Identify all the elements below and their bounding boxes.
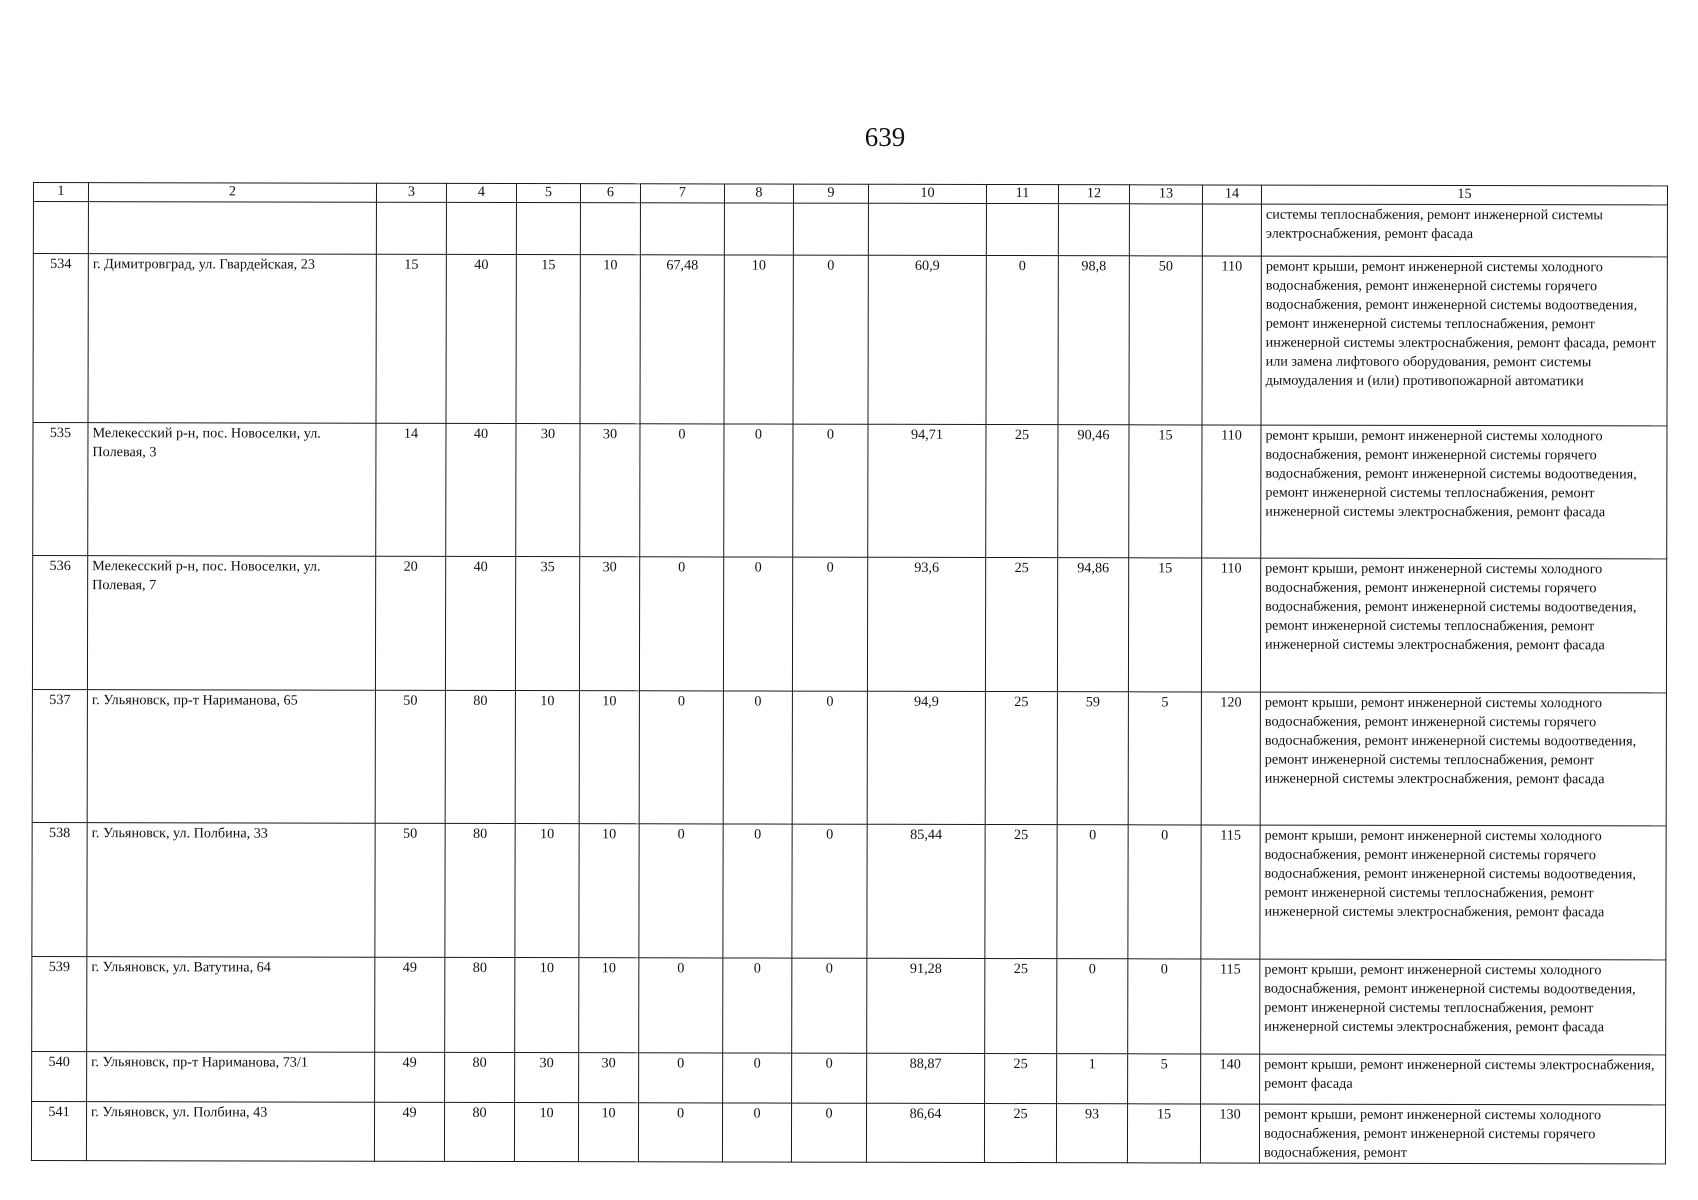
table-row [33,202,1667,257]
cell-col13: 5 [1128,692,1201,825]
cell-col4 [446,202,516,254]
cell-col14: 115 [1201,825,1260,959]
cell-col10: 94,71 [868,424,986,557]
row-id: 539 [32,956,87,1051]
cell-col5: 30 [515,1053,579,1103]
cell-col3: 49 [375,957,445,1052]
cell-col7: 0 [639,824,723,958]
cell-col5: 10 [515,958,579,1053]
table-row [32,822,1666,959]
cell-col9: 0 [793,424,868,557]
cell-col5: 10 [515,824,579,958]
cell-col9: 0 [792,824,867,958]
col-header-2: 2 [88,183,376,203]
row-address: г. Ульяновск, пр-т Нариманова, 65 [87,690,375,824]
col-header-3: 3 [376,183,446,202]
cell-col13: 15 [1128,558,1201,692]
cell-col12 [1058,204,1129,256]
cell-col3: 49 [375,1052,445,1102]
cell-col10: 60,9 [868,255,986,424]
cell-col5: 35 [515,557,579,691]
row-address [88,202,376,255]
cell-col11: 25 [984,1103,1056,1162]
row-address: Мелекесский р-н, пос. Новоселки, ул. Полевая, 7 [87,556,375,691]
cell-col9: 0 [791,1103,866,1162]
cell-col13: 15 [1129,425,1202,558]
row-address: Мелекесский р-н, пос. Новоселки, ул. Полевая, 3 [88,423,376,557]
cell-col3: 50 [375,690,445,823]
row-id: 538 [32,822,87,956]
cell-col8: 10 [724,255,793,424]
cell-col3: 49 [374,1102,444,1161]
cell-col4: 40 [445,556,515,690]
cell-col5: 30 [516,424,580,557]
col-header-5: 5 [516,184,580,203]
cell-col9 [793,203,868,255]
table-row [32,689,1666,825]
cell-col9: 0 [792,691,867,824]
row-address: г. Ульяновск, ул. Полбина, 33 [87,823,375,958]
cell-col7 [640,203,724,255]
cell-col10: 91,28 [867,958,985,1053]
cell-col10: 93,6 [867,557,985,691]
cell-col12: 93 [1056,1104,1127,1163]
cell-col5: 15 [516,255,580,424]
cell-col14: 110 [1201,558,1260,692]
cell-col13: 50 [1129,256,1202,425]
cell-col4: 80 [445,690,515,823]
row-address: г. Ульяновск, ул. Ватутина, 64 [87,957,375,1053]
cell-col7: 0 [638,1103,722,1162]
cell-col4: 80 [445,823,515,957]
row-works: ремонт крыши, ремонт инженерной системы холодного водоснабжения, ремонт инженерной системы горячего водоснабжения, ремонт инженерной системы водоотведения, ремонт инженерной системы теплоснабжения, ремонт инженерной системы электроснабжения, ремонт фасада, ремонт или замена лифтового оборудования, ремонт системы дымоудаления и (или) противопожарной автоматики [1261,256,1667,426]
cell-col14: 120 [1201,692,1260,825]
cell-col12: 0 [1057,825,1128,959]
cell-col8: 0 [723,691,792,824]
row-works: ремонт крыши, ремонт инженерной системы холодного водоснабжения, ремонт инженерной системы водоотведения, ремонт инженерной системы теплоснабжения, ремонт инженерной системы электроснабжения, ремонт фасада [1260,959,1666,1055]
table-row [32,556,1666,693]
col-header-7: 7 [640,184,724,203]
cell-col13: 5 [1128,1054,1201,1104]
cell-col12: 90,46 [1058,425,1129,558]
cell-col7: 0 [639,557,723,691]
cell-col3 [376,202,446,254]
cell-col11: 25 [985,691,1057,824]
row-works: ремонт крыши, ремонт инженерной системы электроснабжения, ремонт фасада [1260,1054,1666,1105]
cell-col14: 110 [1202,256,1261,425]
col-header-8: 8 [724,184,793,203]
col-header-15: 15 [1261,185,1667,205]
cell-col6: 10 [580,255,640,424]
cell-col11: 0 [986,255,1058,424]
cell-col10 [868,203,986,255]
row-id: 535 [33,423,88,556]
cell-col3: 20 [375,556,445,690]
table-row [32,1051,1666,1104]
cell-col12: 94,86 [1057,558,1128,692]
cell-col4: 40 [446,254,516,423]
cell-col12: 1 [1057,1054,1128,1104]
cell-col13: 15 [1127,1104,1200,1163]
row-id: 540 [32,1051,87,1101]
cell-col6: 10 [579,958,639,1053]
cell-col7: 0 [639,691,723,824]
col-header-1: 1 [33,183,88,202]
cell-col12: 98,8 [1058,256,1129,425]
registry-sheet [31,182,1668,1164]
cell-col7: 67,48 [640,255,724,424]
row-works: ремонт крыши, ремонт инженерной системы холодного водоснабжения, ремонт инженерной системы горячего водоснабжения, ремонт инженерной системы водоотведения, ремонт инженерной системы теплоснабжения, ремонт инженерной системы электроснабжения, ремонт фасада [1260,558,1666,693]
row-works: ремонт крыши, ремонт инженерной системы холодного водоснабжения, ремонт инженерной системы горячего водоснабжения, ремонт [1259,1104,1665,1164]
cell-col14 [1202,204,1261,256]
cell-col5: 10 [514,1103,578,1162]
row-address: г. Ульяновск, ул. Полбина, 43 [86,1102,374,1162]
cell-col13 [1129,204,1202,256]
col-header-9: 9 [793,184,868,203]
cell-col10: 86,64 [866,1103,984,1162]
cell-col10: 88,87 [867,1053,985,1103]
row-works: ремонт крыши, ремонт инженерной системы холодного водоснабжения, ремонт инженерной системы горячего водоснабжения, ремонт инженерной системы водоотведения, ремонт инженерной системы теплоснабжения, ремонт инженерной системы электроснабжения, ремонт фасада [1260,692,1666,826]
row-id: 541 [31,1101,86,1160]
table-row [33,254,1667,426]
col-header-13: 13 [1129,185,1202,204]
cell-col14: 110 [1202,425,1261,558]
cell-col7: 0 [640,424,724,557]
row-works: ремонт крыши, ремонт инженерной системы холодного водоснабжения, ремонт инженерной системы горячего водоснабжения, ремонт инженерной системы водоотведения, ремонт инженерной системы теплоснабжения, ремонт инженерной системы электроснабжения, ремонт фасада [1261,425,1667,559]
row-id [33,202,88,254]
cell-col8: 0 [723,958,792,1053]
repair-registry-table [31,182,1668,1164]
cell-col14: 115 [1201,959,1260,1054]
col-header-10: 10 [868,184,986,203]
cell-col11: 25 [986,424,1058,557]
cell-col11 [986,203,1058,255]
cell-col5 [516,203,580,255]
cell-col13: 0 [1128,825,1201,959]
table-row [33,423,1667,559]
row-works: ремонт крыши, ремонт инженерной системы холодного водоснабжения, ремонт инженерной системы горячего водоснабжения, ремонт инженерной системы водоотведения, ремонт инженерной системы теплоснабжения, ремонт инженерной системы электроснабжения, ремонт фасада [1260,825,1666,960]
cell-col6: 10 [579,691,639,824]
cell-col7: 0 [639,958,723,1053]
table-row [32,956,1666,1054]
cell-col11: 25 [985,824,1057,958]
cell-col6: 30 [579,1053,639,1103]
cell-col9: 0 [792,958,867,1053]
cell-col10: 94,9 [867,691,985,824]
cell-col6: 10 [578,1103,638,1162]
cell-col8: 0 [724,424,793,557]
cell-col11: 25 [985,557,1057,691]
cell-col8: 0 [723,557,792,691]
row-address: г. Ульяновск, пр-т Нариманова, 73/1 [87,1052,375,1103]
cell-col14: 130 [1200,1104,1259,1163]
cell-col8: 0 [723,824,792,958]
cell-col9: 0 [792,1053,867,1103]
cell-col11: 25 [985,1053,1057,1103]
cell-col11: 25 [985,958,1057,1053]
cell-col3: 14 [376,423,446,556]
cell-col10: 85,44 [867,824,985,958]
col-header-6: 6 [580,184,640,203]
cell-col8 [724,203,793,255]
cell-col12: 0 [1057,959,1128,1054]
row-address: г. Димитровград, ул. Гвардейская, 23 [88,254,376,424]
cell-col4: 40 [446,423,516,556]
page-number: 639 [864,122,906,152]
cell-col7: 0 [639,1053,723,1103]
col-header-14: 14 [1202,185,1261,204]
table-row [31,1101,1665,1163]
cell-col3: 15 [376,254,446,423]
cell-col13: 0 [1128,959,1201,1054]
cell-col9: 0 [792,557,867,691]
cell-col6 [580,203,640,255]
col-header-11: 11 [986,184,1058,203]
cell-col4: 80 [445,1052,515,1102]
cell-col14: 140 [1201,1054,1260,1104]
cell-col9: 0 [793,255,868,424]
row-id: 537 [32,689,87,822]
row-id: 536 [32,556,87,690]
cell-col12: 59 [1057,692,1128,825]
col-header-12: 12 [1058,185,1129,204]
cell-col6: 30 [579,557,639,691]
cell-col4: 80 [444,1102,514,1161]
cell-col6: 10 [579,824,639,958]
cell-col6: 30 [580,424,640,557]
cell-col3: 50 [375,823,445,957]
row-works: системы теплоснабжения, ремонт инженерной системы электроснабжения, ремонт фасада [1261,204,1667,257]
cell-col8: 0 [722,1103,791,1162]
cell-col4: 80 [445,957,515,1052]
cell-col8: 0 [723,1053,792,1103]
row-id: 534 [33,254,88,423]
cell-col5: 10 [515,691,579,824]
col-header-4: 4 [446,183,516,202]
